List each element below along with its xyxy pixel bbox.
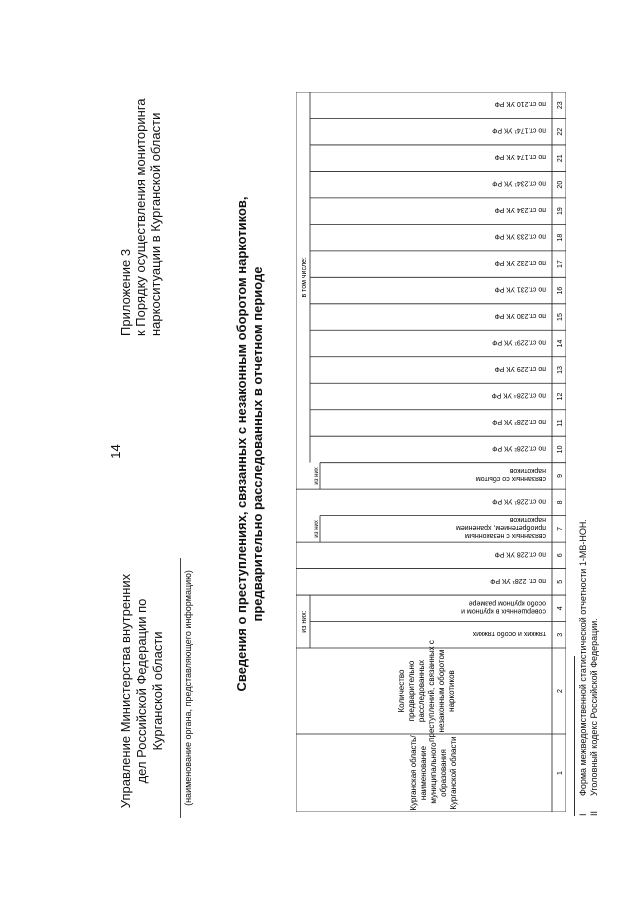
column-number: 14 — [557, 339, 564, 348]
article-header: по ст.232 УК РФ — [494, 259, 546, 267]
column-number: 4 — [557, 606, 564, 611]
column-number: 17 — [557, 260, 564, 268]
col9-header: наркотиков — [509, 466, 546, 474]
col4-header: особо крупном размере — [468, 599, 546, 607]
appendix-line-1: Приложение 3 — [118, 248, 133, 336]
footnote-rule — [574, 656, 575, 816]
column-number: 19 — [557, 207, 564, 216]
column-number: 7 — [557, 526, 564, 531]
column-number: 5 — [557, 579, 564, 584]
iz-nih-sub: из них — [314, 467, 320, 485]
article-header: по ст.229¹ УК РФ — [492, 338, 546, 346]
article-header: по ст.230 УК РФ — [494, 312, 546, 320]
footnote-1 — [578, 316, 589, 816]
col2-header: наркотиков — [447, 670, 456, 712]
column-number: 10 — [557, 445, 564, 454]
footnote-text: Форма межведомственной статистической отчетности 1-МВ-НОН. — [578, 519, 588, 796]
organization-name: Управление Министерства внутренних дел Российской Федерации по Курганской области — [118, 573, 165, 809]
column-number: 2 — [557, 689, 564, 693]
col1-header: образования — [439, 749, 448, 797]
column-number: 20 — [557, 180, 564, 189]
col4-header: совершенных в крупном и — [461, 607, 546, 615]
col1-header: Курганской области — [449, 736, 458, 810]
title-line-1: Сведения о преступлениях, связанных с незаконным оборотом наркотиков, — [234, 196, 249, 692]
col2-header: предварительно — [407, 660, 416, 722]
article-header: по ст.210 УК РФ — [494, 100, 546, 108]
iz-nih-label: из них: — [301, 610, 308, 633]
col5-header: по ст. 228¹ УК РФ — [490, 576, 546, 584]
column-number: 12 — [557, 392, 564, 401]
organization-caption: (наименование органа, представляющего информацию) — [180, 558, 193, 818]
v-tom-chisle-label: в том числе: — [301, 257, 308, 298]
col8-header: по ст.228¹ УК РФ — [492, 497, 546, 505]
article-header: по ст.228³ УК РФ — [492, 417, 546, 425]
article-header: по ст.231 УК РФ — [494, 285, 546, 293]
col1-header: наименование — [419, 745, 428, 801]
statistics-table — [296, 92, 571, 812]
article-header: по ст.228² УК РФ — [492, 444, 546, 452]
column-number: 1 — [557, 771, 564, 775]
appendix-line-2: к Порядку осуществления мониторинга — [133, 98, 148, 336]
col7-header: приобретением, хранением — [456, 523, 546, 531]
col3-header: тяжких и особо тяжких — [472, 629, 546, 637]
col7-header: связанных с незаконным — [464, 531, 546, 539]
table-grid — [296, 92, 566, 812]
column-number: 9 — [557, 473, 564, 478]
article-header: по ст.234¹ УК РФ — [492, 179, 546, 187]
article-header: по ст.174 УК РФ — [494, 153, 546, 161]
article-header: по ст.229 УК РФ — [494, 365, 546, 372]
column-number: 6 — [557, 553, 564, 558]
col7-header: наркотиков — [509, 515, 546, 523]
page-number: 14 — [108, 444, 123, 459]
col2-header: незаконным оборотом — [437, 649, 446, 733]
column-number: 3 — [557, 632, 564, 637]
column-number: 13 — [557, 366, 564, 374]
column-number: 8 — [557, 500, 564, 505]
article-header: по ст.233 УК РФ — [494, 232, 546, 240]
column-number: 22 — [557, 127, 564, 136]
footnote-2 — [589, 316, 600, 816]
footnotes — [578, 316, 600, 816]
column-number: 15 — [557, 313, 564, 321]
col2-header: расследованных — [417, 659, 426, 723]
column-number: 18 — [557, 233, 564, 242]
col1-header: Курганская область/ — [409, 735, 418, 811]
article-header: по ст.228⁴ УК РФ — [491, 391, 546, 399]
col1-header: муниципального — [429, 742, 438, 804]
title-line-2: предварительно расследованных в отчетном периоде — [250, 266, 265, 622]
footnote-mark: I — [578, 813, 588, 816]
iz-nih-sub: из них — [314, 520, 320, 538]
appendix-line-3: наркоситуации в Курганской области — [148, 112, 163, 336]
article-header: по ст.234 УК РФ — [494, 206, 546, 214]
footnote-mark: II — [589, 810, 599, 816]
column-number: 23 — [557, 101, 564, 110]
column-number: 11 — [557, 419, 564, 427]
footnote-text: Уголовный кодекс Российской Федерации. — [589, 618, 599, 796]
column-number: 16 — [557, 286, 564, 295]
appendix-block — [118, 36, 163, 336]
col2-header: Количество — [397, 669, 406, 713]
column-number: 21 — [557, 154, 564, 163]
col6-header: по ст.228 УК РФ — [494, 550, 546, 558]
document-title — [234, 104, 266, 784]
article-header: по ст.174¹ УК РФ — [492, 126, 546, 134]
col9-header: связанных со сбытом — [475, 474, 546, 482]
col2-header: преступлений, связанных с — [427, 640, 436, 742]
